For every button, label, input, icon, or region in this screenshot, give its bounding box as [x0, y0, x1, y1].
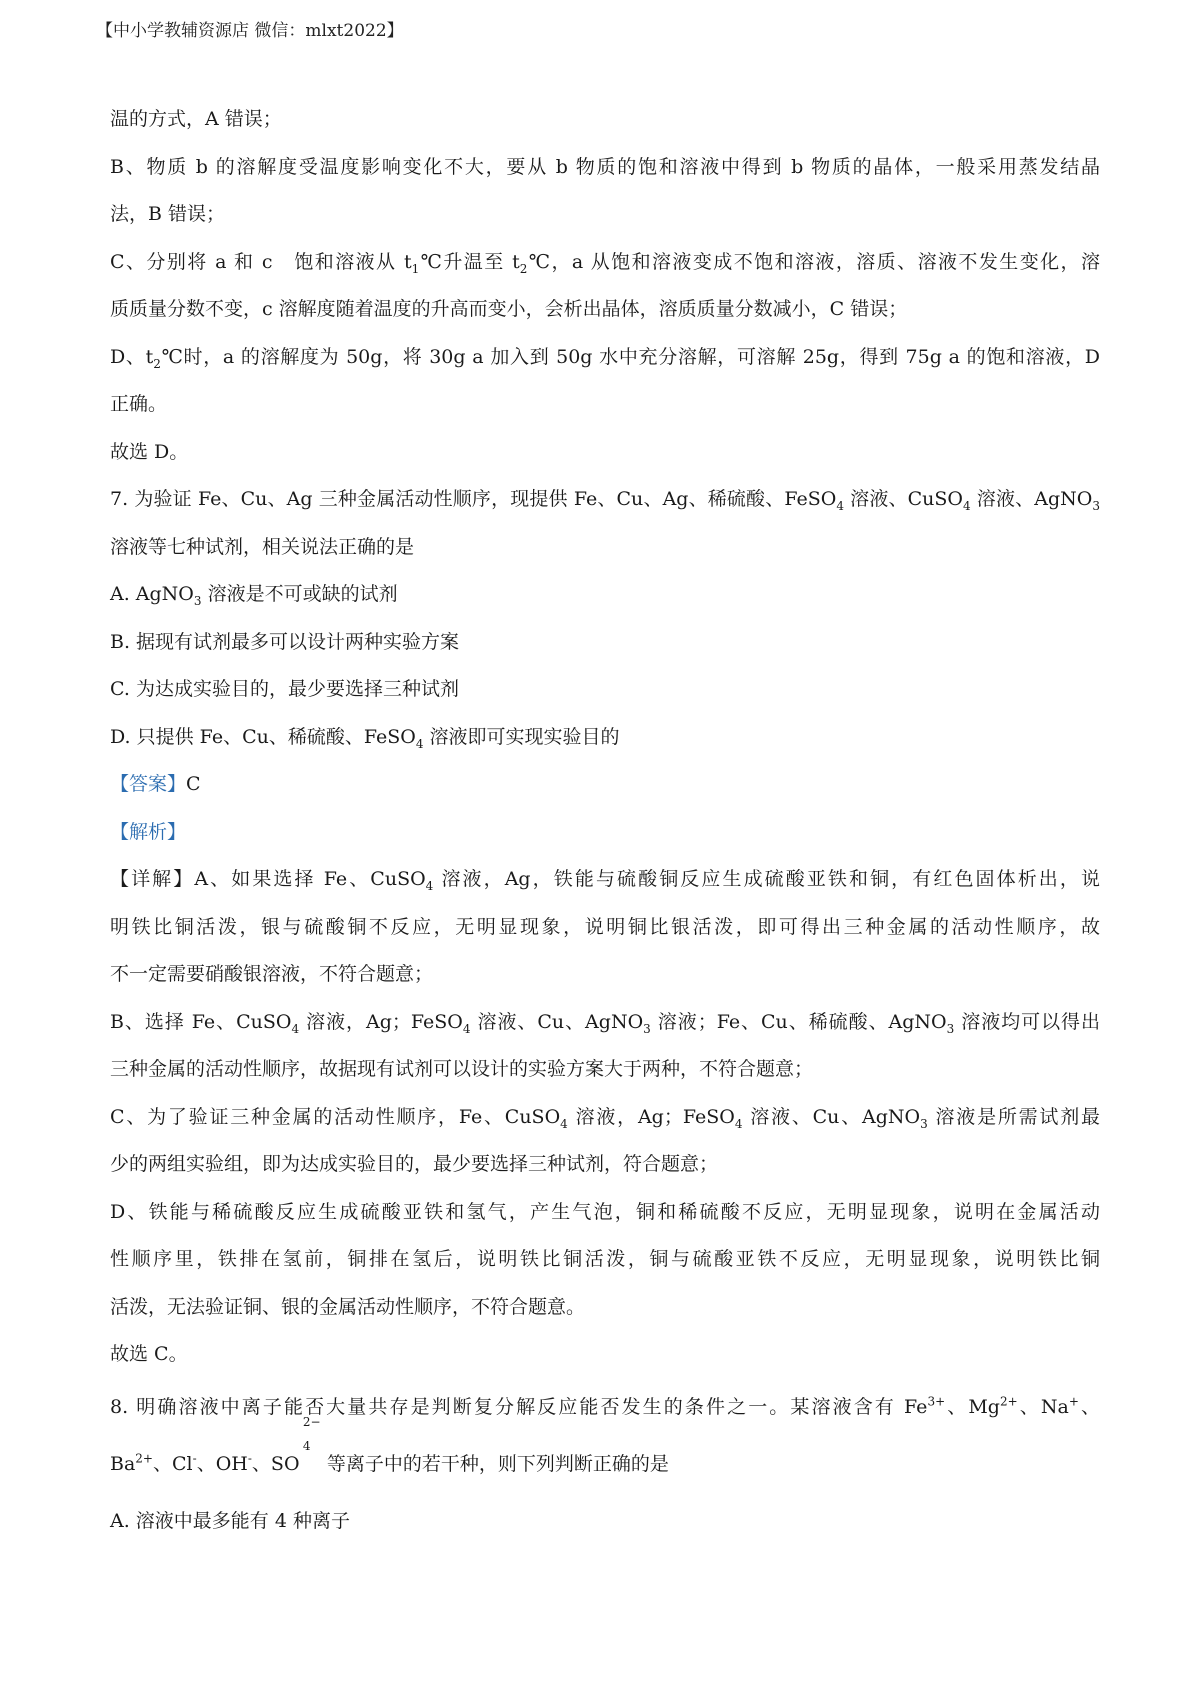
q7-option-c: C. 为达成实验目的，最少要选择三种试剂 — [110, 678, 459, 700]
q7-answer — [110, 761, 1100, 809]
text: 、Mg — [945, 1395, 1000, 1418]
sulfate-ion — [270, 1414, 327, 1493]
subscript: 1 — [411, 261, 420, 276]
text: 溶液，Ag；FeSO — [567, 1105, 735, 1128]
q6-line-7: 正确。 — [110, 393, 168, 415]
subscript: 3 — [643, 1021, 651, 1036]
q7-analysis — [110, 809, 1100, 857]
text: A. AgNO — [110, 583, 194, 605]
analysis-tag: 【解析】 — [110, 820, 187, 843]
text: 、 — [251, 1452, 271, 1475]
q7-explain-3: 不一定需要硝酸银溶液，不符合题意； — [110, 963, 434, 985]
text: 8. 明确溶液中离子能否大量共存是判断复分解反应能否发生的条件之一。某溶液含有 Fe — [110, 1395, 928, 1418]
q8-stem-2 — [110, 1414, 1100, 1493]
subscript: 4 — [302, 1438, 311, 1453]
q7-conclusion: 故选 C。 — [110, 1343, 188, 1365]
subscript: 4 — [462, 1021, 471, 1036]
superscript: - — [247, 1451, 252, 1466]
subscript: 3 — [920, 1116, 928, 1131]
text: ℃，a 从饱和溶液变成不饱和溶液，溶质、溶液不发生变化，溶 — [527, 250, 1100, 273]
q7-explain-4 — [110, 999, 1100, 1047]
text: 溶液，Ag；FeSO — [299, 1010, 463, 1033]
text: Ba — [110, 1452, 136, 1475]
q6-line-4 — [110, 239, 1100, 287]
text: C、分别将 a 和 c 饱和溶液从 t — [110, 250, 412, 273]
answer-value: C — [186, 773, 201, 795]
text: 等离子中的若干种，则下列判断正确的是 — [326, 1452, 669, 1475]
q6-line-3: 法，B 错误； — [110, 203, 226, 225]
subscript: 4 — [291, 1021, 300, 1036]
answer-tag: 【答案】 — [110, 773, 187, 795]
subscript: 4 — [836, 498, 844, 513]
q7-explain-8: D、铁能与稀硫酸反应生成硫酸亚铁和氢气，产生气泡，铜和稀硫酸不反应，无明显现象，说明在金属活动 — [110, 1200, 1100, 1223]
q6-line-5: 质质量分数不变，c 溶解度随着温度的升高而变小，会析出晶体，溶质质量分数减小，C 错误； — [110, 298, 908, 320]
text: 溶液是不可或缺的试剂 — [201, 583, 398, 605]
q7-explain-1 — [110, 856, 1100, 904]
subscript: 3 — [193, 593, 202, 608]
superscript: + — [1068, 1394, 1079, 1409]
text: 溶液、CuSO — [843, 488, 963, 510]
text: 溶液、Cu、AgNO — [470, 1010, 644, 1033]
subscript: 2 — [153, 356, 161, 371]
q6-line-1: 温的方式，A 错误； — [110, 108, 282, 130]
text: 溶液即可实现实验目的 — [423, 725, 620, 748]
text: 溶液是所需试剂最 — [927, 1105, 1100, 1128]
text: 溶液，Ag，铁能与硫酸铜反应生成硫酸亚铁和铜，有红色固体析出，说 — [433, 868, 1100, 890]
subscript: 3 — [1092, 498, 1100, 513]
q7-explain-9: 性顺序里，铁排在氢前，铜排在氢后，说明铁比铜活泼，铜与硫酸亚铁不反应，无明显现象，说明铁比铜 — [110, 1248, 1100, 1270]
text: B、选择 Fe、CuSO — [110, 1010, 292, 1033]
text: D、t — [110, 345, 154, 368]
q6-line-2: B、物质 b 的溶解度受温度影响变化不大，要从 b 物质的饱和溶液中得到 b 物质的晶体，一般采用蒸发结晶 — [110, 155, 1100, 178]
text: D. 只提供 Fe、Cu、稀硫酸、FeSO — [110, 725, 416, 748]
subscript: 4 — [415, 736, 424, 751]
text: 溶液、Cu、AgNO — [742, 1105, 921, 1128]
text: 、OH — [196, 1452, 248, 1475]
text: 溶液、AgNO — [970, 488, 1093, 510]
q8-stem — [110, 1379, 1100, 1436]
superscript: 2− — [302, 1414, 321, 1429]
text: ℃升温至 t — [419, 250, 520, 273]
q7-option-d — [110, 714, 1100, 762]
q6-conclusion: 故选 D。 — [110, 440, 189, 463]
text: 、 — [1078, 1395, 1100, 1418]
q7-explain-5: 三种金属的活动性顺序，故据现有试剂可以设计的实验方案大于两种，不符合题意； — [110, 1058, 814, 1080]
q7-stem — [110, 476, 1100, 524]
q7-explain-10: 活泼，无法验证铜、银的金属活动性顺序，不符合题意。 — [110, 1295, 586, 1318]
text: 【详解】A、如果选择 Fe、CuSO — [110, 868, 426, 890]
text: C、为了验证三种金属的活动性顺序，Fe、CuSO — [110, 1105, 561, 1128]
q7-explain-7: 少的两组实验组，即为达成实验目的，最少要选择三种试剂，符合题意； — [110, 1153, 719, 1175]
superscript: 3+ — [927, 1394, 946, 1409]
superscript: 2+ — [999, 1394, 1018, 1409]
q7-explain-6 — [110, 1094, 1100, 1142]
superscript: 2+ — [135, 1451, 153, 1466]
q7-stem-2: 溶液等七种试剂，相关说法正确的是 — [110, 535, 415, 558]
document-body — [110, 96, 1100, 1550]
q6-line-6 — [110, 334, 1100, 382]
text: 、Na — [1017, 1395, 1069, 1418]
superscript: - — [192, 1451, 197, 1466]
q7-explain-2: 明铁比铜活泼，银与硫酸铜不反应，无明显现象，说明铜比银活泼，即可得出三种金属的活动性顺序，故 — [110, 915, 1100, 938]
subscript: 4 — [560, 1116, 568, 1131]
subscript: 4 — [425, 878, 434, 893]
subscript: 3 — [946, 1021, 955, 1036]
text: 溶液；Fe、Cu、稀硫酸、AgNO — [650, 1010, 947, 1033]
text: SO — [270, 1452, 300, 1475]
text: 7. 为验证 Fe、Cu、Ag 三种金属活动性顺序，现提供 Fe、Cu、Ag、稀硫酸、FeSO — [110, 488, 837, 510]
q7-option-a — [110, 571, 1100, 619]
text: ℃时，a 的溶解度为 50g，将 30g a 加入到 50g 水中充分溶解，可溶解 25g，得到 75g a 的饱和溶液，D — [160, 345, 1101, 368]
subscript: 2 — [519, 261, 528, 276]
q7-option-b: B. 据现有试剂最多可以设计两种实验方案 — [110, 630, 460, 653]
text: 溶液均可以得出 — [954, 1010, 1101, 1033]
text: 、Cl — [153, 1452, 193, 1475]
q8-option-a: A. 溶液中最多能有 4 种离子 — [110, 1509, 350, 1532]
subscript: 4 — [734, 1116, 743, 1131]
source-header: 【中小学教辅资源店 微信：mlxt2022】 — [96, 21, 404, 41]
subscript: 4 — [962, 498, 971, 513]
